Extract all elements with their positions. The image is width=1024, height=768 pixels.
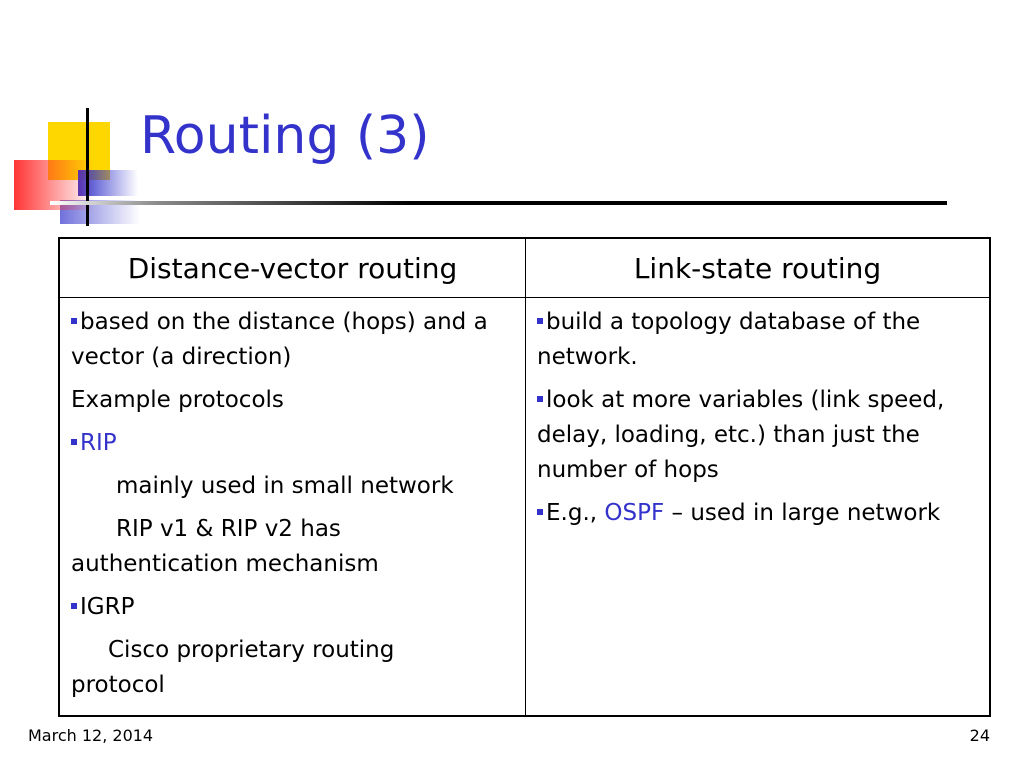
bullet-icon	[537, 509, 543, 515]
deco-vertical-line	[86, 108, 89, 226]
bullet-icon	[537, 318, 543, 324]
cell-link-state	[526, 298, 989, 715]
page-number: 24	[969, 726, 990, 745]
header-link-state: Link-state routing	[526, 239, 989, 298]
bullet-icon	[71, 439, 77, 445]
dv-igrp-note: Cisco proprietary routing protocol	[71, 637, 395, 698]
footer-date: March 12, 2014	[28, 726, 154, 745]
bullet-icon	[71, 318, 77, 324]
ls-bullet-1: build a topology database of the network.	[537, 309, 921, 370]
title-rule	[50, 201, 947, 205]
ospf-link-text: OSPF	[604, 500, 665, 526]
comparison-table	[58, 237, 991, 717]
dv-rip: RIP	[71, 426, 513, 461]
bullet-icon	[537, 396, 543, 402]
ls-bullet-3: E.g., OSPF – used in large network	[537, 496, 977, 531]
bullet-icon	[71, 603, 77, 609]
dv-bullet-1: based on the distance (hops) and a vector (a direction)	[71, 309, 488, 370]
slide-title: Routing (3)	[140, 106, 430, 166]
header-distance-vector: Distance-vector routing	[60, 239, 526, 298]
dv-example-protocols: Example protocols	[71, 387, 284, 413]
ls-bullet-2: look at more variables (link speed, delay, loading, etc.) than just the number of hops	[537, 387, 945, 483]
cell-distance-vector	[60, 298, 526, 715]
dv-rip-note-2: RIP v1 & RIP v2 has authentication mechanism	[71, 516, 379, 577]
dv-rip-note-1: mainly used in small network	[116, 473, 454, 499]
dv-igrp: IGRP	[71, 590, 513, 625]
